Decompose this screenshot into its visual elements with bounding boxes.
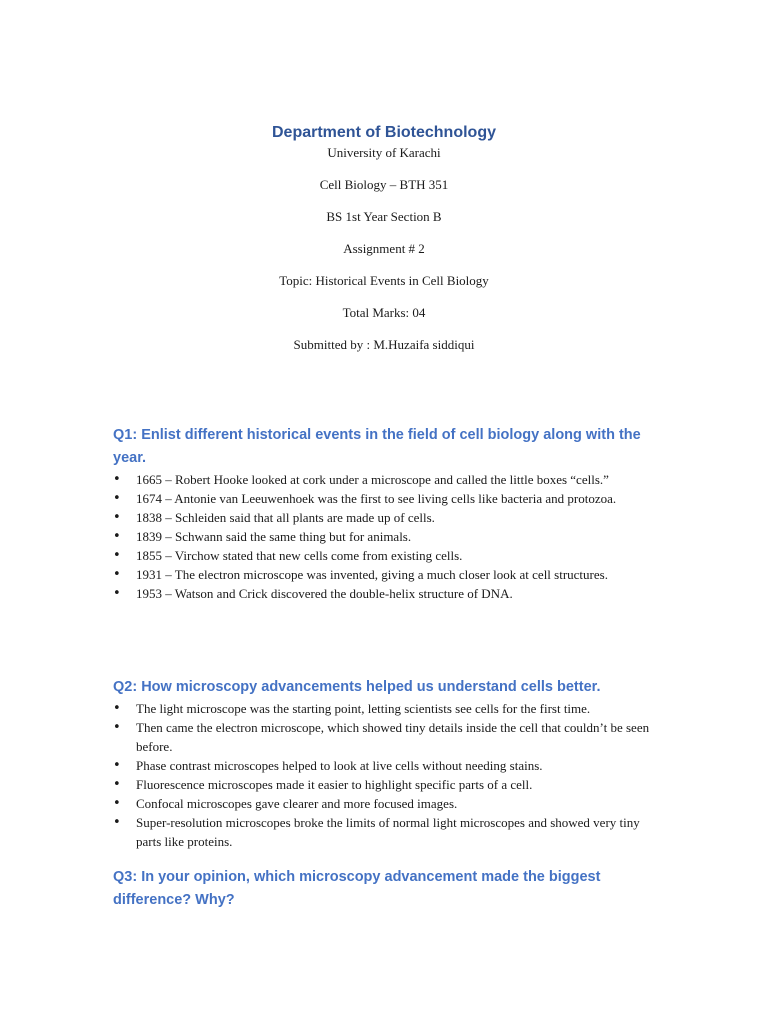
course-line: Cell Biology – BTH 351 xyxy=(319,177,449,192)
list-item-text: Confocal microscopes gave clearer and more focused images. xyxy=(136,796,458,811)
list-item xyxy=(113,584,653,603)
university-line: University of Karachi xyxy=(327,145,441,160)
list-item xyxy=(113,813,653,851)
bullet-icon: • xyxy=(113,586,121,601)
q2-list xyxy=(113,699,653,851)
list-item xyxy=(113,546,653,565)
q1-list xyxy=(113,470,653,603)
list-item xyxy=(113,756,653,775)
bullet-icon: • xyxy=(113,758,121,773)
bullet-icon: • xyxy=(113,796,121,811)
list-item xyxy=(113,489,653,508)
list-item xyxy=(113,565,653,584)
list-item-text: 1839 – Schwann said the same thing but for animals. xyxy=(136,529,412,544)
list-item xyxy=(113,508,653,527)
assignment-line: Assignment # 2 xyxy=(343,241,425,256)
q3-section xyxy=(113,866,653,912)
list-item-text: 1931 – The electron microscope was invented, giving a much closer look at cell structures. xyxy=(136,567,608,582)
list-item-text: 1674 – Antonie van Leeuwenhoek was the first to see living cells like bacteria and protozoa. xyxy=(136,491,617,506)
marks-line: Total Marks: 04 xyxy=(342,305,426,320)
q1-section xyxy=(113,424,653,603)
department-title: Department of Biotechnology xyxy=(271,124,496,141)
list-item-text: 1838 – Schleiden said that all plants are made up of cells. xyxy=(136,510,435,525)
q3-heading: Q3: In your opinion, which microscopy advancement made the biggest difference? Why? xyxy=(113,869,601,908)
q1-heading: Q1: Enlist different historical events in the field of cell biology along with the year. xyxy=(113,427,641,466)
bullet-icon: • xyxy=(113,529,121,544)
topic-line: Topic: Historical Events in Cell Biology xyxy=(279,273,489,288)
list-item-text: 1953 – Watson and Crick discovered the double-helix structure of DNA. xyxy=(136,586,513,601)
list-item-text: The light microscope was the starting point, letting scientists see cells for the first time. xyxy=(136,701,591,716)
bullet-icon: • xyxy=(113,472,121,487)
list-item xyxy=(113,470,653,489)
list-item xyxy=(113,775,653,794)
list-item-text: 1855 – Virchow stated that new cells come from existing cells. xyxy=(136,548,463,563)
list-item-text: Super-resolution microscopes broke the limits of normal light microscopes and showed very tiny parts like proteins. xyxy=(136,815,640,849)
list-item-text: Phase contrast microscopes helped to look at live cells without needing stains. xyxy=(136,758,543,773)
list-item-text: Fluorescence microscopes made it easier to highlight specific parts of a cell. xyxy=(136,777,533,792)
list-item xyxy=(113,699,653,718)
list-item xyxy=(113,718,653,756)
bullet-icon: • xyxy=(113,815,121,830)
list-item xyxy=(113,794,653,813)
bullet-icon: • xyxy=(113,701,121,716)
bullet-icon: • xyxy=(113,567,121,582)
document-header xyxy=(0,124,768,370)
bullet-icon: • xyxy=(113,548,121,563)
submitted-by-line: Submitted by : M.Huzaifa siddiqui xyxy=(293,337,475,352)
bullet-icon: • xyxy=(113,491,121,506)
q2-section xyxy=(113,676,653,851)
bullet-icon: • xyxy=(113,720,121,735)
list-item-text: 1665 – Robert Hooke looked at cork under a microscope and called the little boxes “cells.” xyxy=(136,472,609,487)
list-item xyxy=(113,527,653,546)
q2-heading: Q2: How microscopy advancements helped us understand cells better. xyxy=(113,679,601,695)
bullet-icon: • xyxy=(113,777,121,792)
section-line: BS 1st Year Section B xyxy=(326,209,442,224)
list-item-text: Then came the electron microscope, which showed tiny details inside the cell that couldn’t be seen before. xyxy=(136,720,650,754)
bullet-icon: • xyxy=(113,510,121,525)
